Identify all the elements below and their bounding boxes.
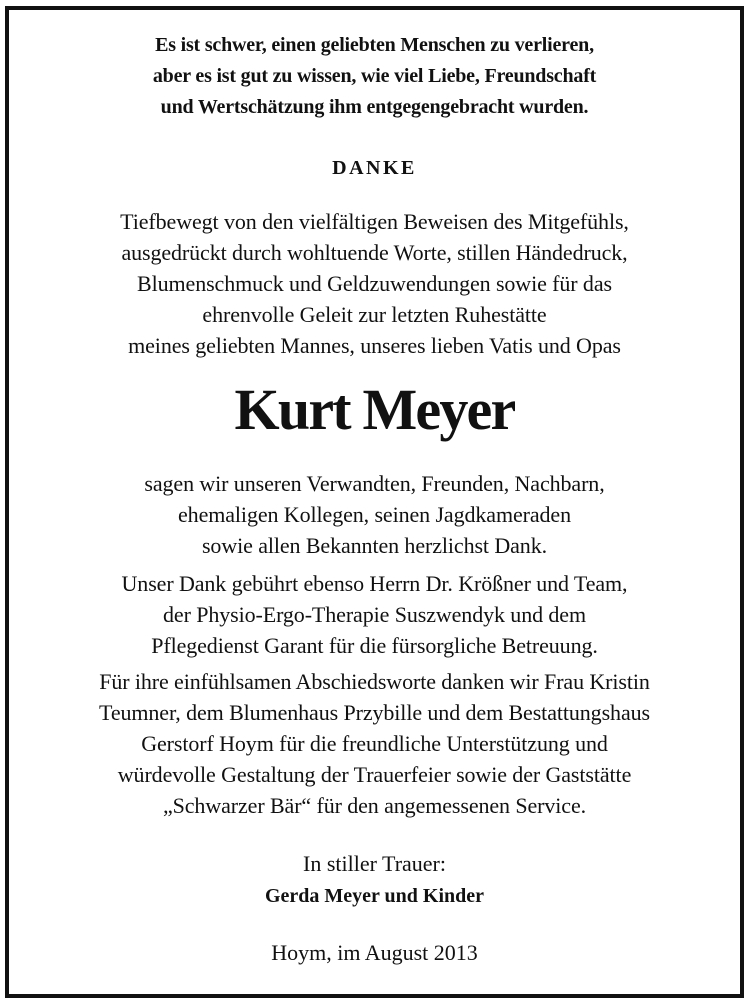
thanks-care-paragraph	[9, 568, 740, 661]
thanks-services-line: Für ihre einfühlsamen Abschiedsworte danken wir Frau Kristin	[99, 669, 650, 694]
thanks-services-line: „Schwarzer Bär“ für den angemessenen Service.	[162, 793, 587, 818]
signoff-phrase: In stiller Trauer:	[303, 851, 446, 876]
motto-line: aber es ist gut zu wissen, wie viel Liebe, Freundschaft	[152, 65, 597, 87]
thanks-services-paragraph	[9, 666, 740, 821]
thanks-care-line: Pflegedienst Garant für die fürsorgliche Betreuung.	[151, 633, 598, 658]
motto-quote	[9, 30, 740, 123]
thanks-family-paragraph	[9, 468, 740, 561]
intro-line: meines geliebten Mannes, unseres lieben Vatis und Opas	[128, 333, 621, 358]
thanks-care-line: der Physio-Ergo-Therapie Suszwendyk und dem	[163, 602, 586, 627]
thanks-services-line: Gerstorf Hoym für die freundliche Unterstützung und	[141, 731, 608, 756]
signoff	[9, 848, 740, 912]
deceased-name: Kurt Meyer	[234, 377, 515, 442]
thanks-services-line: Teumner, dem Blumenhaus Przybille und dem Bestattungshaus	[99, 700, 650, 725]
thanks-family-line: sagen wir unseren Verwandten, Freunden, Nachbarn,	[144, 471, 605, 496]
thanks-family-line: ehemaligen Kollegen, seinen Jagdkameraden	[178, 502, 571, 527]
motto-line: und Wertschätzung ihm entgegengebracht wurden.	[160, 96, 589, 118]
intro-line: Blumenschmuck und Geldzuwendungen sowie für das	[137, 271, 612, 296]
thanks-care-line: Unser Dank gebührt ebenso Herrn Dr. Krößner und Team,	[121, 571, 628, 596]
intro-line: ehrenvolle Geleit zur letzten Ruhestätte	[202, 302, 547, 327]
signoff-family: Gerda Meyer und Kinder	[264, 885, 485, 907]
intro-line: Tiefbewegt von den vielfältigen Beweisen des Mitgefühls,	[120, 209, 629, 234]
dateline: Hoym, im August 2013	[271, 940, 478, 965]
heading-danke: DANKE	[332, 157, 417, 179]
intro-line: ausgedrückt durch wohltuende Worte, stillen Händedruck,	[121, 240, 628, 265]
motto-line: Es ist schwer, einen geliebten Menschen zu verlieren,	[155, 34, 594, 56]
intro-paragraph	[9, 206, 740, 361]
thanks-services-line: würdevolle Gestaltung der Trauerfeier sowie der Gaststätte	[117, 762, 632, 787]
thanks-family-line: sowie allen Bekannten herzlichst Dank.	[201, 533, 548, 558]
